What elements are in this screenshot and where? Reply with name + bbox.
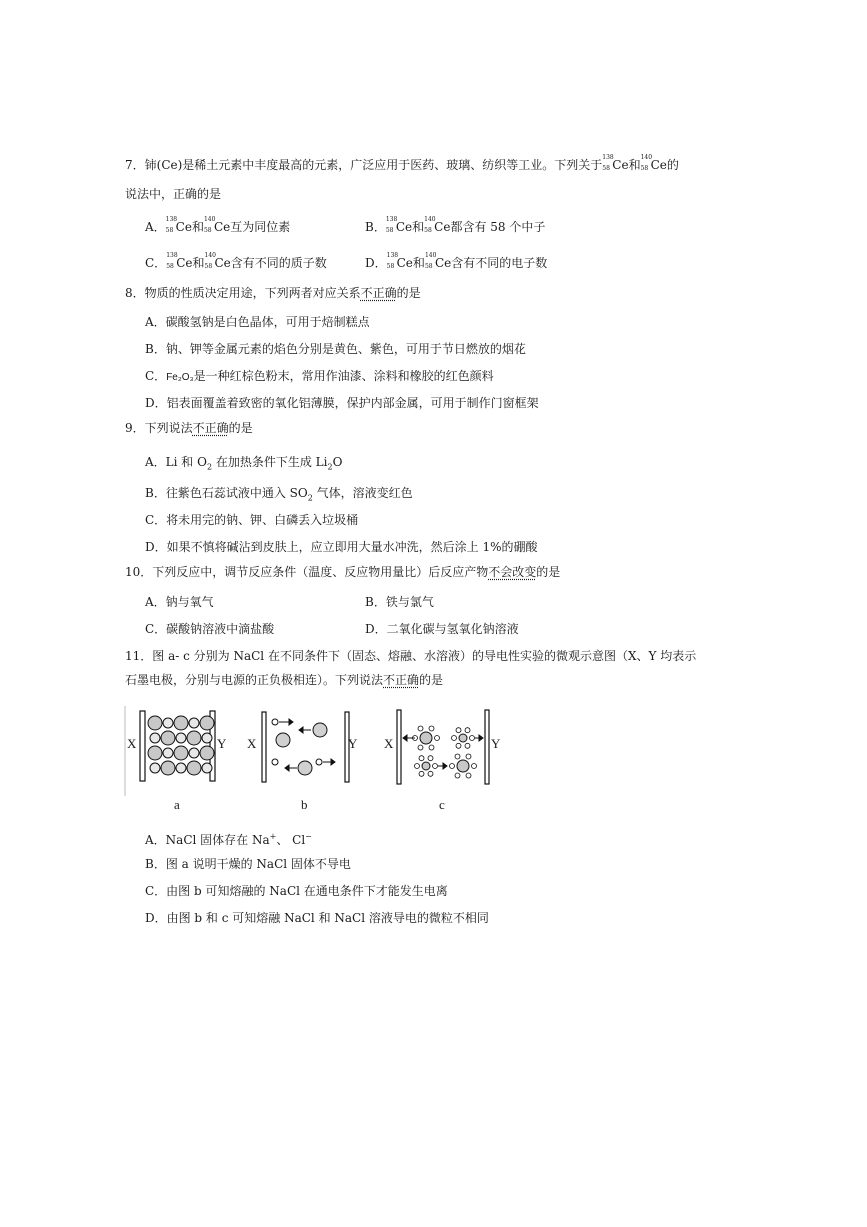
figure-c-aqueous bbox=[393, 708, 503, 790]
chloride-ion bbox=[187, 761, 201, 775]
chloride-ion bbox=[200, 746, 214, 760]
water-molecule bbox=[455, 754, 460, 759]
figure-b-y-label: Y bbox=[348, 736, 358, 751]
q11-option-b: B．图 a 说明干燥的 NaCl 固体不导电 bbox=[145, 857, 351, 871]
q10-stem: 10．下列反应中，调节反应条件（温度、反应物用量比）后反应产物不会改变的是 bbox=[125, 565, 561, 579]
figure-a-caption: a bbox=[174, 797, 180, 812]
chloride-ion bbox=[200, 716, 214, 730]
sodium-ion bbox=[189, 748, 199, 758]
hydrated-ion-core bbox=[459, 734, 467, 742]
chloride-ion bbox=[174, 716, 188, 730]
q11-option-d: D．由图 b 和 c 可知熔融 NaCl 和 NaCl 溶液导电的微粒不相同 bbox=[145, 911, 489, 925]
q7-stem-line2: 说法中，正确的是 bbox=[125, 187, 222, 201]
figure-c-x-label: X bbox=[384, 736, 394, 751]
water-molecule bbox=[465, 728, 470, 733]
figure-c-caption: c bbox=[439, 797, 445, 812]
sodium-ion bbox=[150, 763, 160, 773]
sodium-ion bbox=[150, 733, 160, 743]
water-molecule bbox=[450, 764, 455, 769]
q11-stem-line2: 石墨电极，分别与电源的正负极相连）。下列说法不正确的是 bbox=[125, 673, 444, 687]
chloride-ion bbox=[161, 761, 175, 775]
water-molecule bbox=[456, 743, 461, 748]
water-molecule bbox=[428, 756, 433, 761]
water-molecule bbox=[433, 764, 438, 769]
figure-a-x-label: X bbox=[127, 736, 137, 751]
ion-lattice bbox=[148, 716, 214, 775]
hydrated-ion-core bbox=[422, 762, 430, 770]
water-molecule bbox=[428, 771, 433, 776]
sodium-ion bbox=[163, 748, 173, 758]
water-molecule bbox=[418, 745, 423, 750]
q8-option-d: D．铝表面覆盖着致密的氧化铝薄膜，保护内部金属，可用于制作门窗框架 bbox=[145, 396, 539, 410]
chloride-ion bbox=[174, 746, 188, 760]
water-molecule bbox=[465, 743, 470, 748]
q7-option-c: C． 138 58 Ce和 140 58 Ce含有不同的质子数 bbox=[145, 252, 327, 270]
water-molecule bbox=[415, 764, 420, 769]
water-molecule bbox=[466, 773, 471, 778]
water-molecule bbox=[435, 736, 440, 741]
q7-option-a: A． 138 58 Ce和 140 58 Ce互为同位素 bbox=[145, 216, 291, 234]
q9-stem: 9．下列说法不正确的是 bbox=[125, 421, 253, 435]
q7-option-b: B． 138 58 Ce和 140 58 Ce都含有 58 个中子 bbox=[365, 216, 546, 234]
figure-c-y-label: Y bbox=[491, 736, 501, 751]
sodium-ion bbox=[176, 763, 186, 773]
sodium-ion bbox=[163, 718, 173, 728]
hydrated-ions bbox=[413, 726, 477, 778]
isotope-ce138: 138 58 bbox=[602, 154, 614, 172]
q8-option-b: B．钠、钾等金属元素的焰色分别是黄色、紫色，可用于节日燃放的烟花 bbox=[145, 342, 526, 356]
water-molecule bbox=[472, 764, 477, 769]
q10-option-a: A．钠与氧气 bbox=[145, 595, 214, 609]
water-molecule bbox=[419, 771, 424, 776]
water-molecule bbox=[419, 756, 424, 761]
hydrated-ion-core bbox=[457, 760, 469, 772]
hydrated-ion-core bbox=[420, 732, 432, 744]
water-molecule bbox=[456, 728, 461, 733]
sodium-ion bbox=[202, 763, 212, 773]
sodium-ion bbox=[189, 718, 199, 728]
water-molecule bbox=[466, 754, 471, 759]
q8-stem: 8．物质的性质决定用途，下列两者对应关系不正确的是 bbox=[125, 286, 421, 300]
isotope-ce140: 140 58 bbox=[640, 154, 653, 172]
water-molecule bbox=[470, 736, 475, 741]
figure-a-y-label: Y bbox=[217, 736, 227, 751]
q11-option-c: C．由图 b 可知熔融的 NaCl 在通电条件下才能发生电离 bbox=[145, 884, 448, 898]
chloride-ion bbox=[148, 746, 162, 760]
q9-option-c: C．将未用完的钠、钾、白磷丢入垃圾桶 bbox=[145, 513, 359, 527]
chloride-ion bbox=[161, 731, 175, 745]
sodium-ion bbox=[202, 733, 212, 743]
q10-option-d: D．二氧化碳与氢氧化钠溶液 bbox=[365, 622, 519, 636]
chloride-ion bbox=[187, 731, 201, 745]
water-molecule bbox=[455, 773, 460, 778]
water-molecule bbox=[418, 726, 423, 731]
chloride-ion bbox=[148, 716, 162, 730]
sodium-ion bbox=[176, 733, 186, 743]
q9-option-a: A．Li 和 $O_2$ 在加热条件下生成 $Li_2O$ bbox=[145, 455, 343, 472]
q7-stem: 7．铈(Ce)是稀土元素中丰度最高的元素，广泛应用于医药、玻璃、纺织等工业。下列关于 138 58 Ce和 140 58 Ce的 bbox=[125, 154, 679, 172]
q9-option-b: B．往紫色石蕊试液中通入 $SO_2$ 气体，溶液变红色 bbox=[145, 486, 413, 503]
figure-b-caption: b bbox=[301, 797, 308, 812]
q11-stem-line1: 11．图 a- c 分别为 NaCl 在不同条件下（固态、熔融、水溶液）的导电性实验的微观示意图（X、Y 均表示 bbox=[125, 649, 697, 663]
q7-option-d: D． 138 58 Ce和 140 58 Ce含有不同的电子数 bbox=[365, 252, 548, 270]
figure-b-x-label: X bbox=[247, 736, 257, 751]
q9-option-d: D．如果不慎将碱沾到皮肤上，应立即用大量水冲洗，然后涂上 1%的硼酸 bbox=[145, 540, 538, 554]
q8-option-c: C．Fe₂O₃是一种红棕色粉末，常用作油漆、涂料和橡胶的红色颜料 bbox=[145, 369, 494, 383]
water-molecule bbox=[429, 745, 434, 750]
water-molecule bbox=[452, 736, 457, 741]
q11-option-a: A．NaCl 固体存在 Na+、 Cl− bbox=[145, 832, 312, 847]
q10-option-c: C．碳酸钠溶液中滴盐酸 bbox=[145, 622, 275, 636]
q10-option-b: B．铁与氯气 bbox=[365, 595, 434, 609]
water-molecule bbox=[429, 726, 434, 731]
q8-option-a: A．碳酸氢钠是白色晶体，可用于焙制糕点 bbox=[145, 315, 370, 329]
